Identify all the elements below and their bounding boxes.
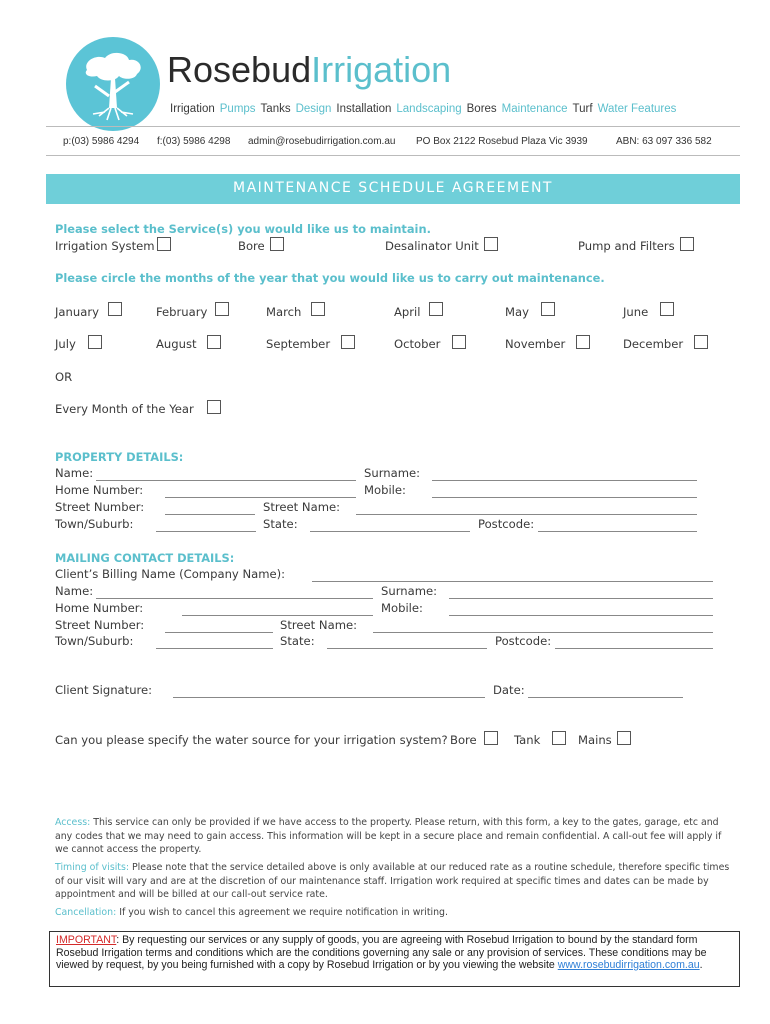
water-tank-checkbox[interactable] — [552, 731, 566, 745]
property-home-number-label: Home Number: — [55, 483, 144, 497]
tagline-item-design: Design — [295, 103, 332, 115]
access-label: Access: — [55, 817, 91, 828]
month-label-november: November — [505, 337, 566, 351]
contact-phone: p:(03) 5986 4294 — [63, 136, 140, 147]
mailing-town-label: Town/Suburb: — [55, 634, 134, 648]
month-checkbox-july[interactable] — [88, 335, 102, 349]
tree-icon — [65, 36, 161, 132]
date-field[interactable] — [528, 697, 683, 698]
month-label-february: February — [156, 305, 208, 319]
important-text: : By requesting our services or any supply of goods, you are agreeing with Rosebud Irrigation to bound by the standard form Rosebud Irrigation terms and conditions which are the conditions governing any sale or any provision of services. These conditions may be viewed by request, by you being furnished with a copy by Rosebud Irrigation or by you viewing the website — [56, 934, 707, 971]
signature-label: Client Signature: — [55, 683, 153, 697]
tagline-item-landscaping: Landscaping — [396, 103, 462, 115]
mailing-mobile-label: Mobile: — [381, 601, 423, 615]
service-desalinator-checkbox[interactable] — [484, 237, 498, 251]
month-label-may: May — [505, 305, 529, 319]
month-label-december: December — [623, 337, 684, 351]
contact-abn: ABN: 63 097 336 582 — [616, 136, 712, 147]
property-postcode-label: Postcode: — [478, 517, 535, 531]
important-box — [49, 931, 740, 987]
service-irrigation-checkbox[interactable] — [157, 237, 171, 251]
tagline-item-installation: Installation — [336, 103, 392, 115]
property-state-label: State: — [263, 517, 298, 531]
month-label-january: January — [55, 305, 99, 319]
property-state-field[interactable] — [310, 531, 470, 532]
month-label-july: July — [55, 337, 76, 351]
mailing-street-name-label: Street Name: — [280, 618, 358, 632]
date-label: Date: — [493, 683, 525, 697]
every-month-checkbox[interactable] — [207, 400, 221, 414]
tagline-item-bores: Bores — [466, 103, 497, 115]
tagline-item-irrigation: Irrigation — [170, 103, 215, 115]
month-checkbox-january[interactable] — [108, 302, 122, 316]
water-mains-checkbox[interactable] — [617, 731, 631, 745]
water-mains-label: Mains — [578, 733, 612, 747]
months-or: OR — [55, 370, 73, 384]
timing-note — [55, 861, 735, 902]
mailing-name-field[interactable] — [96, 598, 373, 599]
tagline-item-turf: Turf — [572, 103, 593, 115]
cancellation-label: Cancellation: — [55, 907, 117, 918]
month-checkbox-march[interactable] — [311, 302, 325, 316]
service-pump-checkbox[interactable] — [680, 237, 694, 251]
tagline-item-maintenance: Maintenance — [501, 103, 568, 115]
timing-text: Please note that the service detailed above is only available at our reduced rate as a routine schedule, therefore specific times of our visit will vary and are at the discretion of our maintenance staff. Irrigation work required at specific times and dates can be made by appointment and will be billed at our call-out service rate. — [55, 862, 730, 900]
service-irrigation-label: Irrigation System — [55, 239, 155, 253]
water-bore-label: Bore — [450, 733, 477, 747]
logo — [65, 36, 161, 132]
important-end: . — [699, 959, 703, 971]
property-street-name-field[interactable] — [356, 514, 697, 515]
water-bore-checkbox[interactable] — [484, 731, 498, 745]
property-town-label: Town/Suburb: — [55, 517, 134, 531]
property-name-field[interactable] — [96, 480, 356, 481]
property-postcode-field[interactable] — [538, 531, 697, 532]
important-label: IMPORTANT — [56, 934, 117, 946]
month-label-august: August — [156, 337, 197, 351]
property-mobile-label: Mobile: — [364, 483, 406, 497]
tagline-item-pumps: Pumps — [219, 103, 256, 115]
contact-fax: f:(03) 5986 4298 — [157, 136, 231, 147]
tagline-item-water-features: Water Features — [597, 103, 677, 115]
mailing-surname-label: Surname: — [381, 584, 438, 598]
month-label-october: October — [394, 337, 441, 351]
property-street-number-field[interactable] — [165, 514, 255, 515]
cancellation-note — [55, 906, 735, 920]
month-checkbox-october[interactable] — [452, 335, 466, 349]
months-heading: Please circle the months of the year that you would like us to carry out maintenance. — [55, 271, 605, 285]
service-desalinator-label: Desalinator Unit — [385, 239, 479, 253]
access-text: This service can only be provided if we have access to the property. Please return, with this form, a key to the gates, garage, etc and any codes that we may need to gain access. This information will be kept in a secure place and remain confidential. A call-out fee will apply if we cannot access the property. — [55, 817, 722, 855]
timing-label: Timing of visits: — [55, 862, 130, 873]
website-link[interactable]: www.rosebudirrigation.com.au — [557, 959, 700, 971]
property-street-name-label: Street Name: — [263, 500, 341, 514]
service-pump-label: Pump and Filters — [578, 239, 675, 253]
property-home-number-field[interactable] — [165, 497, 356, 498]
mailing-state-field[interactable] — [327, 648, 487, 649]
property-street-number-label: Street Number: — [55, 500, 145, 514]
month-checkbox-june[interactable] — [660, 302, 674, 316]
property-heading: PROPERTY DETAILS: — [55, 450, 184, 464]
mailing-postcode-field[interactable] — [555, 648, 713, 649]
contact-bar-top-rule — [46, 126, 740, 127]
contact-bar — [46, 131, 740, 153]
contact-postal: PO Box 2122 Rosebud Plaza Vic 3939 — [416, 136, 588, 147]
month-checkbox-november[interactable] — [576, 335, 590, 349]
property-name-label: Name: — [55, 466, 94, 480]
service-bore-checkbox[interactable] — [270, 237, 284, 251]
month-checkbox-december[interactable] — [694, 335, 708, 349]
month-checkbox-september[interactable] — [341, 335, 355, 349]
brand-name: RosebudIrrigation — [167, 49, 452, 90]
month-checkbox-february[interactable] — [215, 302, 229, 316]
contact-bar-bottom-rule — [46, 155, 740, 156]
mailing-street-number-field[interactable] — [165, 632, 273, 633]
every-month-label: Every Month of the Year — [55, 402, 194, 416]
month-checkbox-april[interactable] — [429, 302, 443, 316]
mailing-name-label: Name: — [55, 584, 94, 598]
month-label-september: September — [266, 337, 331, 351]
property-surname-label: Surname: — [364, 466, 421, 480]
mailing-home-number-field[interactable] — [182, 615, 373, 616]
mailing-mobile-field[interactable] — [449, 615, 713, 616]
services-heading: Please select the Service(s) you would like us to maintain. — [55, 222, 431, 236]
month-label-march: March — [266, 305, 302, 319]
water-tank-label: Tank — [514, 733, 541, 747]
access-note — [55, 816, 735, 857]
mailing-billing-field[interactable] — [312, 581, 713, 582]
service-bore-label: Bore — [238, 239, 265, 253]
property-town-field[interactable] — [156, 531, 256, 532]
tagline-item-tanks: Tanks — [260, 103, 291, 115]
contact-email: admin@rosebudirrigation.com.au — [248, 136, 396, 147]
mailing-street-name-field[interactable] — [373, 632, 713, 633]
mailing-town-field[interactable] — [156, 648, 273, 649]
mailing-surname-field[interactable] — [449, 598, 713, 599]
title-bar — [46, 174, 740, 204]
mailing-heading: MAILING CONTACT DETAILS: — [55, 551, 235, 565]
mailing-postcode-label: Postcode: — [495, 634, 552, 648]
mailing-home-number-label: Home Number: — [55, 601, 144, 615]
cancellation-text: If you wish to cancel this agreement we require notification in writing. — [119, 907, 448, 918]
mailing-billing-label: Client’s Billing Name (Company Name): — [55, 567, 286, 581]
mailing-street-number-label: Street Number: — [55, 618, 145, 632]
month-checkbox-may[interactable] — [541, 302, 555, 316]
water-question: Can you please specify the water source for your irrigation system? — [55, 733, 448, 747]
page-title: MAINTENANCE SCHEDULE AGREEMENT — [233, 180, 553, 196]
property-surname-field[interactable] — [432, 480, 697, 481]
month-label-june: June — [623, 305, 649, 319]
month-checkbox-august[interactable] — [207, 335, 221, 349]
month-label-april: April — [394, 305, 421, 319]
signature-field[interactable] — [173, 697, 485, 698]
mailing-state-label: State: — [280, 634, 315, 648]
property-mobile-field[interactable] — [432, 497, 697, 498]
tagline — [170, 103, 681, 115]
